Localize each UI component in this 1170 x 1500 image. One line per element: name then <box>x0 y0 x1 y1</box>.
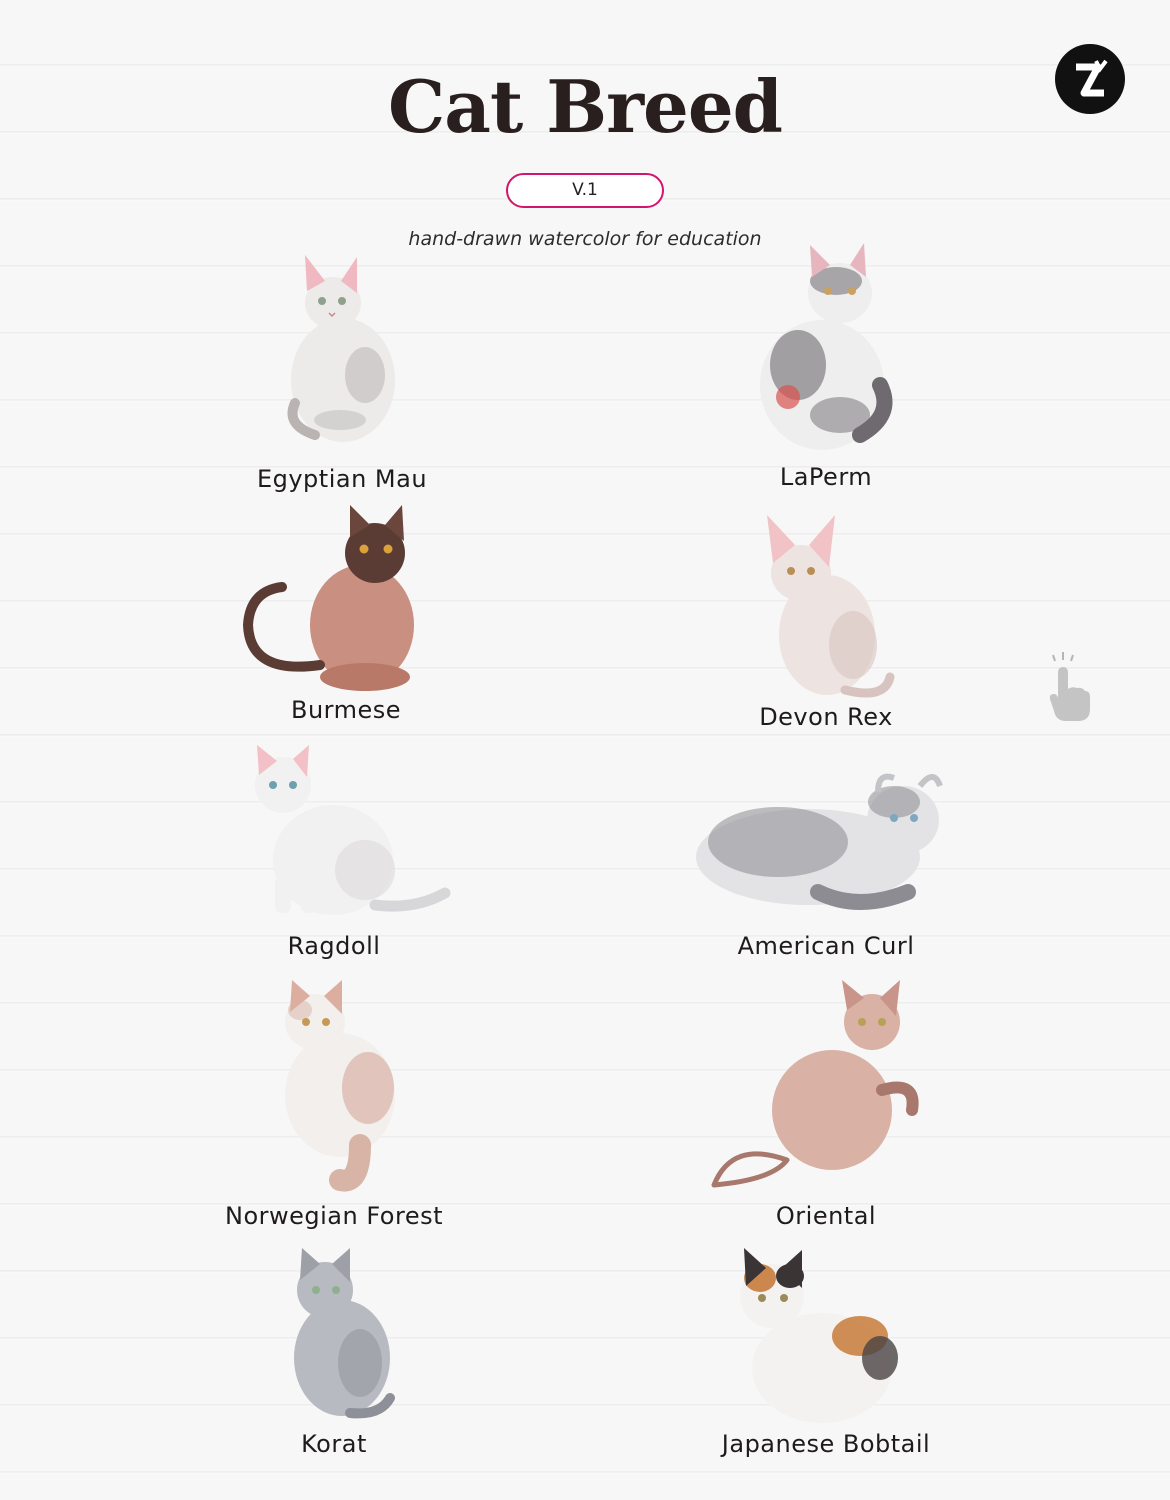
cat-korat-image <box>294 1248 390 1416</box>
cat-ragdoll-image <box>255 745 445 915</box>
cat-burmese-image <box>248 505 414 691</box>
pointing-hand-icon <box>1044 651 1094 723</box>
brand-logo-icon[interactable] <box>1054 43 1126 115</box>
breed-name-label: Japanese Bobtail <box>721 1430 931 1458</box>
cat-devon-rex-image <box>767 515 890 695</box>
breed-name-label: Norwegian Forest <box>225 1202 443 1230</box>
cat-oriental-image <box>714 980 913 1185</box>
cat-egyptian-mau-image <box>291 255 395 442</box>
breed-name-label: Oriental <box>775 1202 877 1230</box>
breed-name-label: Burmese <box>290 696 402 724</box>
cat-japanese-bobtail-image <box>740 1248 898 1423</box>
breed-name-label: Egyptian Mau <box>256 465 428 493</box>
breed-name-label: Ragdoll <box>287 932 381 960</box>
page-title: Cat Breed <box>387 64 783 149</box>
breed-name-label: Korat <box>301 1430 367 1458</box>
subtitle: hand-drawn watercolor for education <box>408 228 762 250</box>
cat-american-curl-image <box>696 777 940 905</box>
cat-laperm-image <box>760 243 885 450</box>
breed-name-label: Devon Rex <box>759 703 893 731</box>
version-badge: V.1 <box>506 173 664 208</box>
breed-name-label: American Curl <box>737 932 915 960</box>
cat-norwegian-forest-image <box>285 980 395 1181</box>
breed-name-label: LaPerm <box>779 463 873 491</box>
